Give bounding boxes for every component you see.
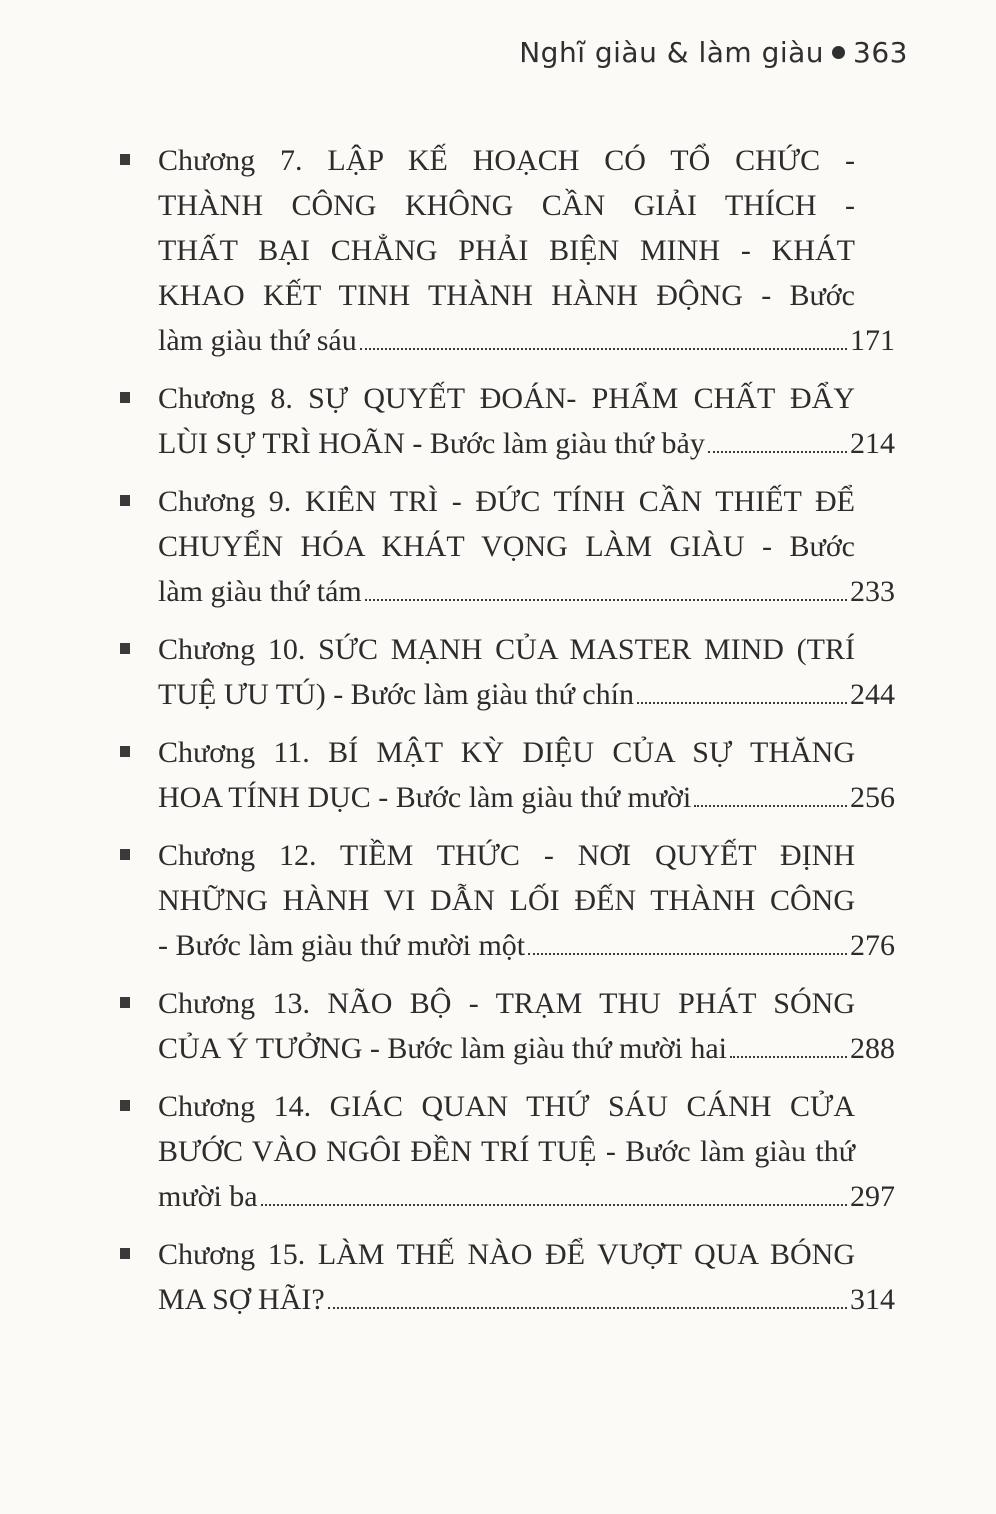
toc-entry-page-number: 214 [850, 427, 895, 460]
dot-leader [328, 1306, 847, 1309]
page-number: 363 [853, 36, 908, 69]
toc-entry-page-number: 297 [850, 1180, 895, 1213]
toc-entry-title-line: Chương 12. TIỀM THỨC - NƠI QUYẾT ĐỊNH [158, 839, 855, 872]
toc-entry-title-line: Chương 9. KIÊN TRÌ - ĐỨC TÍNH CẦN THIẾT ĐỂ [158, 485, 855, 518]
dot-leader [694, 804, 847, 807]
square-bullet-icon [120, 643, 130, 654]
running-header [519, 36, 908, 69]
toc-entry-title-end: - Bước làm giàu thứ mười một [158, 929, 526, 962]
toc-entry-last-line [158, 923, 895, 968]
toc-entry-title-end: TUỆ ƯU TÚ) - Bước làm giàu thứ chín [158, 678, 635, 711]
toc-entry-title-end: mười ba [158, 1180, 258, 1213]
toc-entry-title-line: Chương 11. BÍ MẬT KỲ DIỆU CỦA SỰ THĂNG [158, 736, 855, 769]
toc-entry-page-number: 233 [850, 575, 895, 608]
toc-entry-last-line [158, 318, 895, 363]
square-bullet-icon [120, 392, 130, 403]
toc-entry-last-line [158, 672, 895, 717]
toc-entry-last-line [158, 1026, 895, 1071]
bullet-separator-icon [832, 46, 845, 59]
dot-leader [360, 347, 847, 350]
dot-leader [261, 1203, 847, 1206]
toc-entry-title-end: MA SỢ HÃI? [158, 1283, 325, 1316]
toc-entry-last-line [158, 775, 895, 820]
toc-entry[interactable] [117, 138, 897, 363]
square-bullet-icon [120, 849, 130, 860]
toc-entry-title-line: Chương 14. GIÁC QUAN THỨ SÁU CÁNH CỬA [158, 1090, 855, 1123]
square-bullet-icon [120, 746, 130, 757]
square-bullet-icon [120, 1100, 130, 1111]
toc-entry-title-line: CHUYỂN HÓA KHÁT VỌNG LÀM GIÀU - Bước [158, 530, 855, 563]
toc-entry-page-number: 171 [850, 324, 895, 357]
dot-leader [365, 598, 847, 601]
toc-entry[interactable] [117, 479, 897, 614]
toc-entry-last-line [158, 569, 895, 614]
dot-leader [730, 1055, 847, 1058]
toc-entry-title-line: Chương 10. SỨC MẠNH CỦA MASTER MIND (TRÍ [158, 633, 855, 666]
toc-entry-last-line [158, 1277, 895, 1322]
table-of-contents [117, 138, 897, 1335]
toc-entry-title-line: BƯỚC VÀO NGÔI ĐỀN TRÍ TUỆ - Bước làm giàu thứ [158, 1135, 855, 1168]
toc-entry-last-line [158, 1174, 895, 1219]
toc-entry-page-number: 314 [850, 1283, 895, 1316]
toc-entry[interactable] [117, 1084, 897, 1219]
toc-entry-title-line: Chương 7. LẬP KẾ HOẠCH CÓ TỔ CHỨC - [158, 144, 855, 177]
toc-entry-page-number: 288 [850, 1032, 895, 1065]
toc-entry-title-line: Chương 8. SỰ QUYẾT ĐOÁN- PHẨM CHẤT ĐẨY [158, 382, 855, 415]
square-bullet-icon [120, 495, 130, 506]
toc-entry-title-line: THÀNH CÔNG KHÔNG CẦN GIẢI THÍCH - [158, 189, 855, 222]
toc-entry[interactable] [117, 1232, 897, 1322]
toc-entry-page-number: 244 [850, 678, 895, 711]
dot-leader [637, 701, 847, 704]
square-bullet-icon [120, 1248, 130, 1259]
toc-entry-title-end: làm giàu thứ tám [158, 575, 362, 608]
toc-entry-page-number: 276 [850, 929, 895, 962]
toc-entry-title-end: CỦA Ý TƯỞNG - Bước làm giàu thứ mười hai [158, 1032, 728, 1065]
toc-entry[interactable] [117, 833, 897, 968]
toc-entry-title-end: HOA TÍNH DỤC - Bước làm giàu thứ mười [158, 781, 692, 814]
toc-entry-title-end: LÙI SỰ TRÌ HOÃN - Bước làm giàu thứ bảy [158, 427, 705, 460]
toc-entry[interactable] [117, 627, 897, 717]
square-bullet-icon [120, 154, 130, 165]
toc-entry-title-line: Chương 15. LÀM THẾ NÀO ĐỂ VƯỢT QUA BÓNG [158, 1238, 855, 1271]
book-title: Nghĩ giàu & làm giàu [519, 36, 825, 69]
toc-entry-title-line: KHAO KẾT TINH THÀNH HÀNH ĐỘNG - Bước [158, 279, 855, 312]
toc-entry-page-number: 256 [850, 781, 895, 814]
square-bullet-icon [120, 997, 130, 1008]
toc-entry[interactable] [117, 981, 897, 1071]
dot-leader [708, 450, 847, 453]
dot-leader [528, 952, 847, 955]
toc-entry[interactable] [117, 376, 897, 466]
toc-entry[interactable] [117, 730, 897, 820]
toc-entry-title-line: Chương 13. NÃO BỘ - TRẠM THU PHÁT SÓNG [158, 987, 855, 1020]
toc-entry-title-end: làm giàu thứ sáu [158, 324, 357, 357]
toc-entry-title-line: NHỮNG HÀNH VI DẪN LỐI ĐẾN THÀNH CÔNG [158, 884, 855, 917]
toc-entry-title-line: THẤT BẠI CHẲNG PHẢI BIỆN MINH - KHÁT [158, 234, 855, 267]
toc-entry-last-line [158, 421, 895, 466]
